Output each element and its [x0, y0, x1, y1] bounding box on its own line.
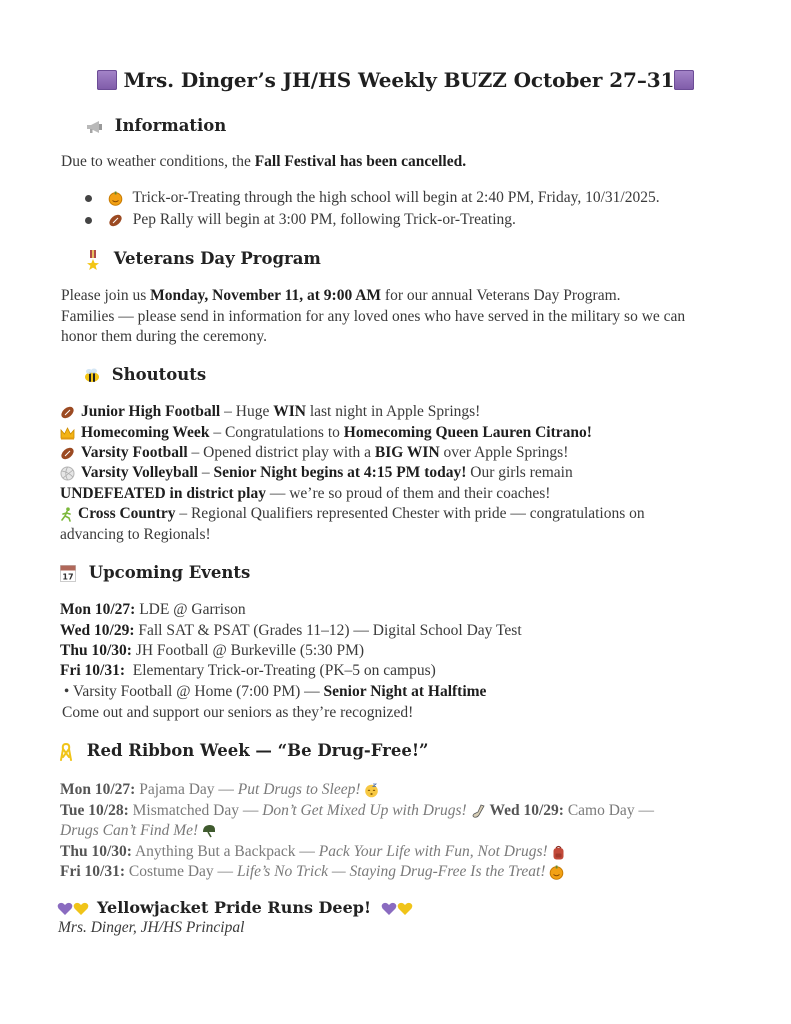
svg-text:17: 17	[62, 572, 74, 582]
event-item: Wed 10/29: Fall SAT & PSAT (Grades 11–12) — Digital School Day Test	[60, 622, 522, 639]
volleyball-icon	[60, 466, 75, 481]
crown-icon	[60, 427, 75, 440]
event-day: Fri 10/31:	[60, 662, 125, 679]
bullet-dot	[85, 195, 92, 202]
events-closing: Come out and support our seniors as they’re recognized!	[62, 704, 414, 721]
event-day: Wed 10/29:	[60, 622, 135, 639]
festival-cancelled-text: Fall Festival has been cancelled.	[254, 153, 467, 170]
ribbon-icon	[60, 743, 72, 761]
ribbon-day-item: Mon 10/27: Pajama Day — Put Drugs to Sleep!	[60, 781, 379, 799]
veterans-heading-row	[86, 249, 321, 270]
purple-square-icon	[674, 70, 694, 90]
newsletter-title: Mrs. Dinger’s JH/HS Weekly BUZZ October 27–31	[123, 68, 675, 92]
veterans-line-2: Families — please send in information for any loved ones who have served in the military so we can	[61, 308, 686, 325]
information-heading-row	[86, 116, 226, 135]
red-ribbon-heading-row	[60, 741, 429, 761]
red-ribbon-heading: Red Ribbon Week — “Be Drug-Free!”	[86, 741, 429, 760]
pride-line	[57, 898, 413, 917]
information-heading: Information	[114, 116, 227, 135]
event-day: Mon 10/27:	[60, 601, 136, 618]
events-heading: Upcoming Events	[88, 563, 251, 582]
shoutout-item: Varsity Football – Opened district play with a BIG WIN over Apple Springs!	[60, 444, 568, 462]
shoutouts-heading: Shoutouts	[111, 365, 207, 384]
ribbon-day-item-continued: Drugs Can’t Find Me!	[60, 822, 216, 840]
shoutout-item: Cross Country – Regional Qualifiers represented Chester with pride — congratulations on	[60, 505, 645, 523]
ribbon-day-item: Tue 10/28: Mismatched Day — Don’t Get Mixed Up with Drugs! Wed 10/29: Camo Day —	[60, 802, 654, 819]
veterans-heading: Veterans Day Program	[113, 249, 321, 268]
calendar-icon	[60, 565, 76, 582]
megaphone-icon	[86, 120, 104, 134]
backpack-icon	[552, 845, 565, 860]
information-bullet: Trick-or-Treating through the high school will begin at 2:40 PM, Friday, 10/31/2025.	[85, 189, 660, 207]
pride-text: Yellowjacket Pride Runs Deep!	[97, 898, 371, 917]
shoutouts-heading-row	[83, 365, 206, 384]
football-icon	[60, 405, 75, 420]
ribbon-day-item: Thu 10/30: Anything But a Backpack — Pack Your Life with Fun, Not Drugs!	[60, 843, 565, 861]
event-item: Thu 10/30: JH Football @ Burkeville (5:30 PM)	[60, 642, 365, 659]
event-sub-item: • Varsity Football @ Home (7:00 PM) — Senior Night at Halftime	[60, 683, 487, 700]
sleeping-face-icon	[364, 783, 379, 798]
event-item: Fri 10/31: Elementary Trick-or-Treating (PK–5 on campus)	[60, 662, 436, 679]
sock-icon	[471, 804, 486, 819]
ribbon-day-item: Fri 10/31: Costume Day — Life’s No Trick — Staying Drug-Free Is the Treat!	[60, 863, 564, 881]
signature: Mrs. Dinger, JH/HS Principal	[58, 919, 245, 936]
veterans-line-1: Please join us Monday, November 11, at 9:00 AM for our annual Veterans Day Program.	[61, 287, 621, 304]
information-intro: Due to weather conditions, the Fall Festival has been cancelled.	[61, 153, 467, 170]
yellow-heart-icon	[397, 902, 413, 916]
shoutout-item: Homecoming Week – Congratulations to Homecoming Queen Lauren Citrano!	[60, 424, 592, 442]
event-day: Thu 10/30:	[60, 642, 132, 659]
pumpkin-icon	[549, 865, 564, 880]
purple-square-icon	[97, 70, 117, 90]
veterans-line-3: honor them during the ceremony.	[61, 328, 268, 345]
runner-icon	[60, 507, 73, 522]
shoutout-item-continued: UNDEFEATED in district play — we’re so proud of them and their coaches!	[60, 485, 551, 502]
helmet-icon	[202, 824, 216, 838]
yellow-heart-icon	[73, 902, 89, 916]
event-item: Mon 10/27: LDE @ Garrison	[60, 601, 246, 618]
information-bullet: Pep Rally will begin at 3:00 PM, following Trick-or-Treating.	[85, 211, 516, 229]
bullet-dot	[85, 217, 92, 224]
football-icon	[108, 213, 123, 228]
shoutout-item: Varsity Volleyball – Senior Night begins at 4:15 PM today! Our girls remain	[60, 464, 573, 482]
purple-heart-icon	[381, 902, 397, 916]
shoutout-item-continued: advancing to Regionals!	[60, 526, 211, 543]
bee-icon	[83, 368, 101, 384]
pumpkin-icon	[108, 191, 123, 206]
newsletter-title-row	[0, 68, 791, 92]
football-icon	[60, 446, 75, 461]
purple-heart-icon	[57, 902, 73, 916]
medal-icon	[86, 250, 100, 270]
events-heading-row	[60, 563, 250, 582]
shoutout-item: Junior High Football – Huge WIN last night in Apple Springs!	[60, 403, 480, 421]
